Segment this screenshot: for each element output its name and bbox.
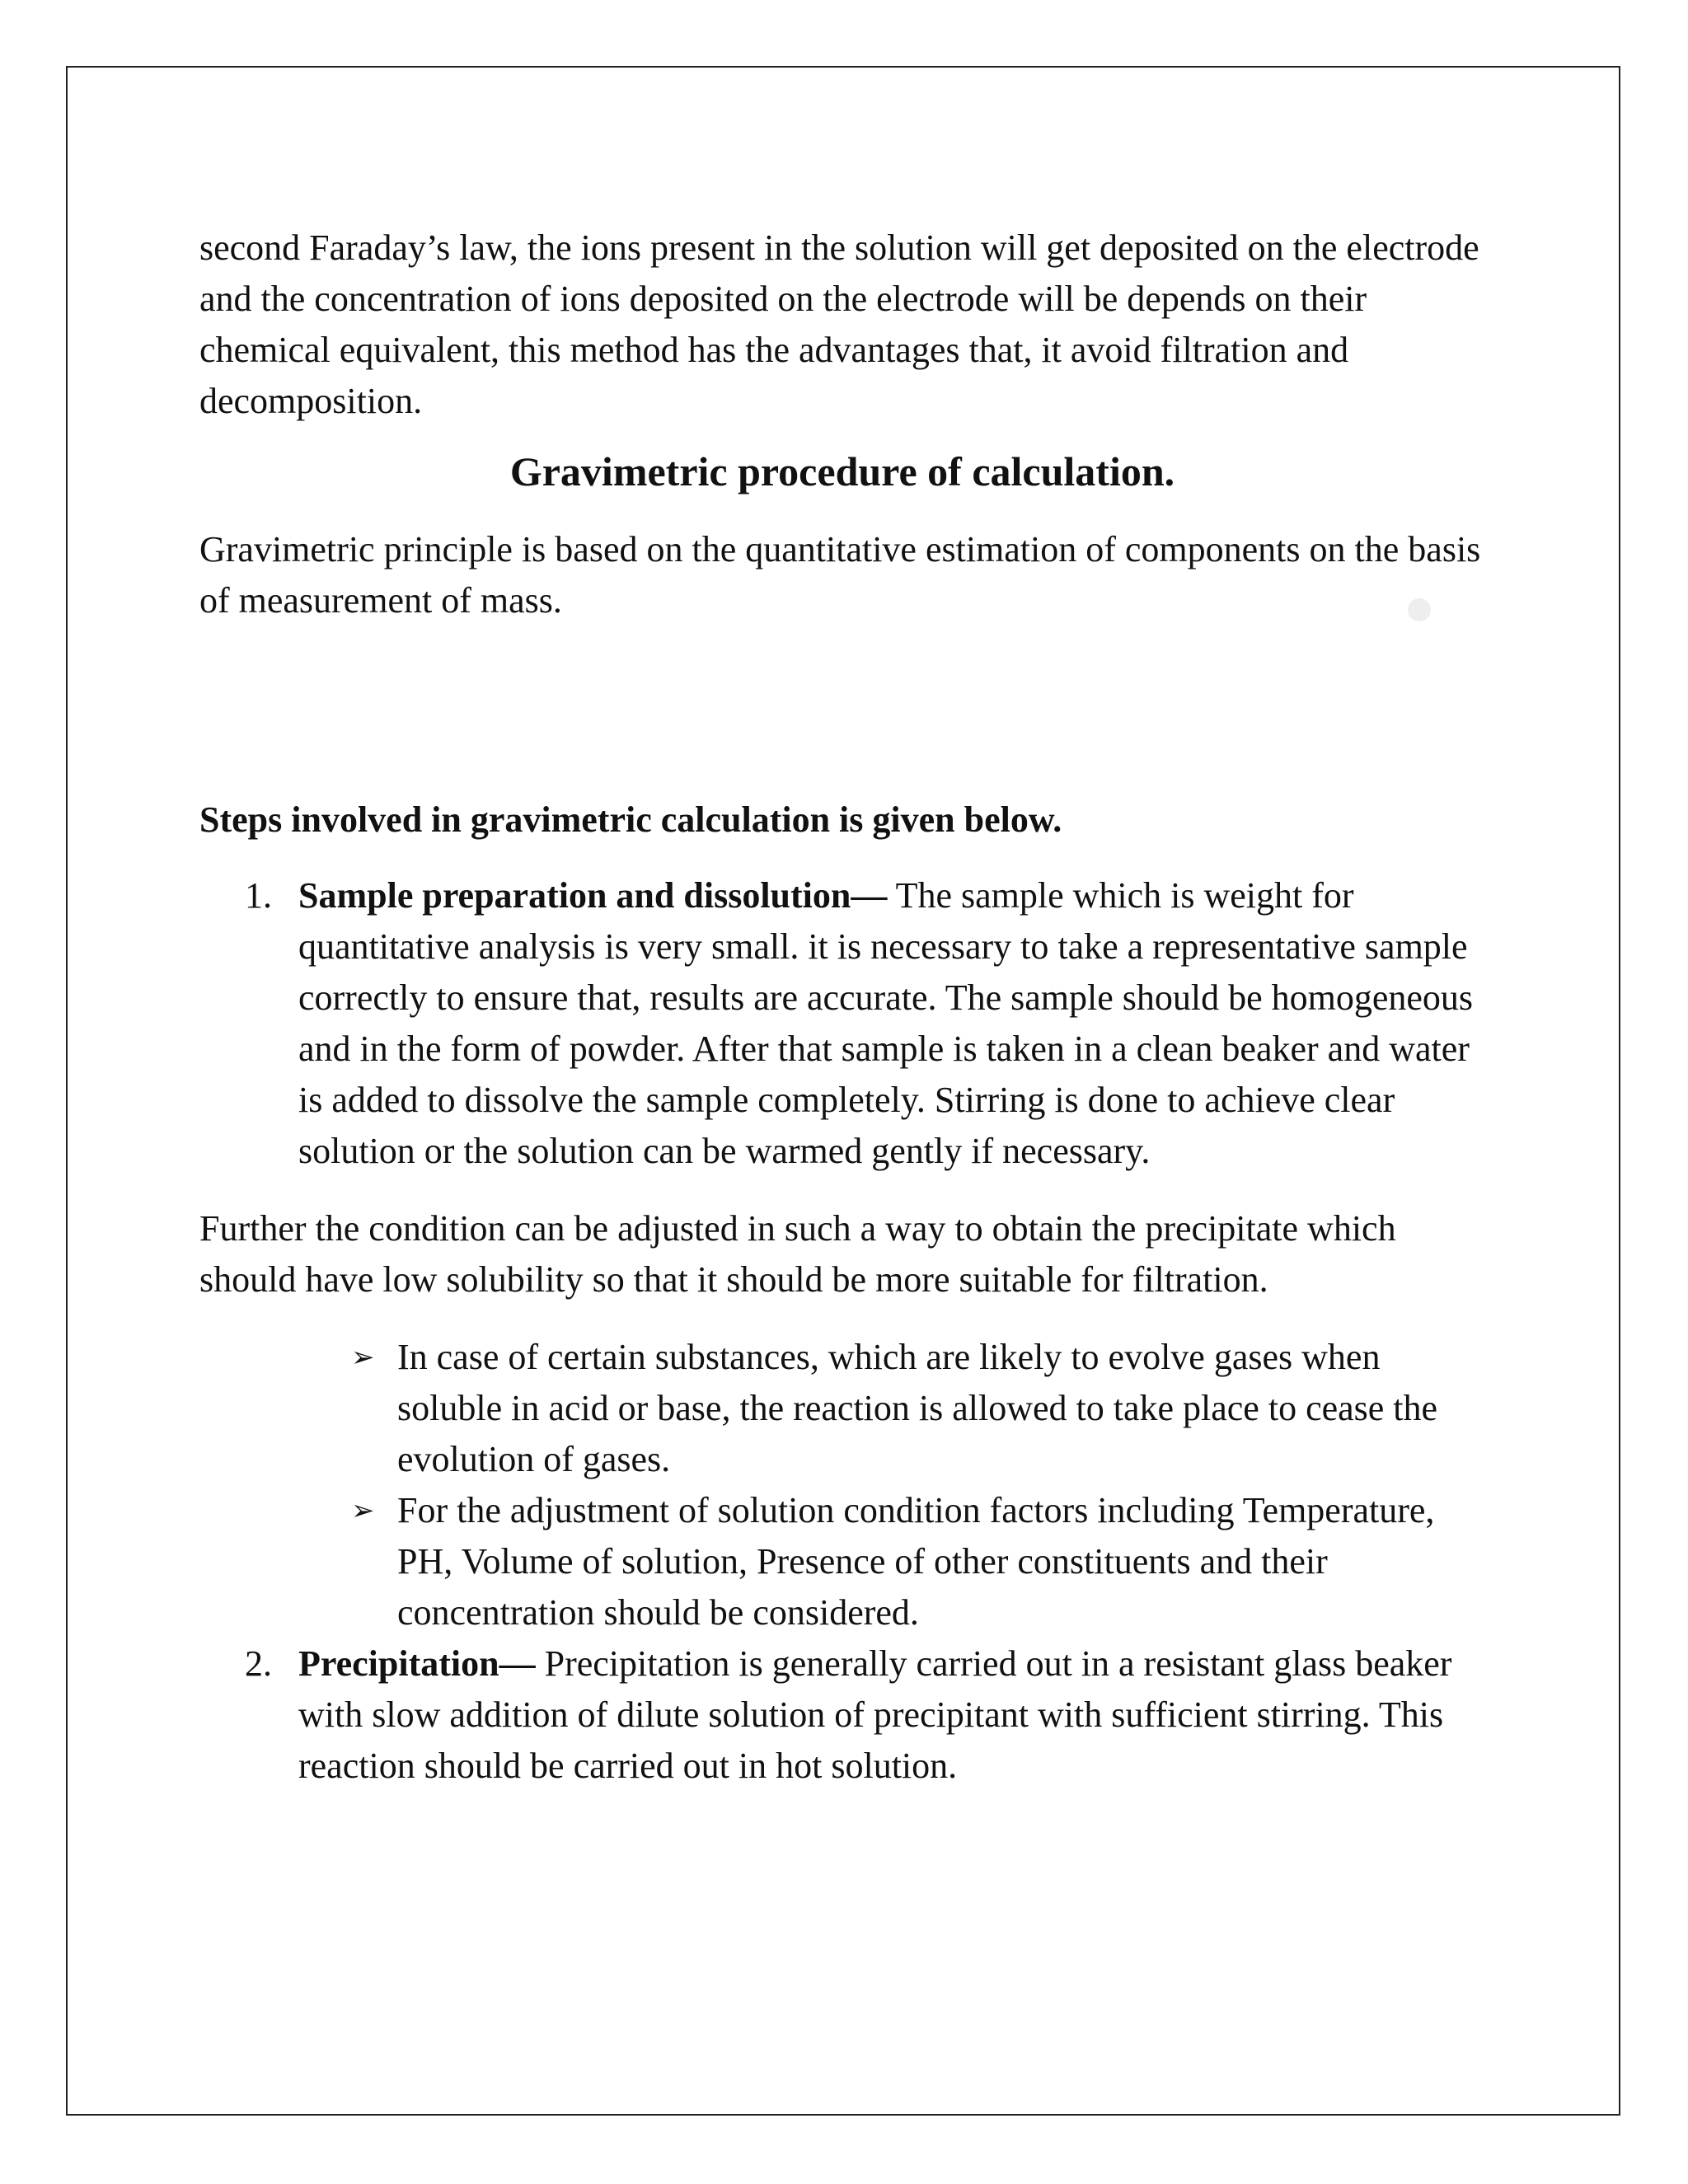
step-title: Sample preparation and dissolution— — [298, 875, 888, 916]
section-heading: Gravimetric procedure of calculation. — [509, 448, 1175, 494]
bullet-text: For the adjustment of solution condition factors including Temperature, PH, Volume of solution, Presence of other constituents and their concentration should be considered. — [397, 1490, 1435, 1633]
steps-heading: Steps involved in gravimetric calculation is given below. — [199, 799, 1062, 840]
step-text: The sample which is weight for quantitative analysis is very small. it is necessary to take a representative sample correctly to ensure that, results are accurate. The sample should be homogeneous and in the form of powder. After that sample is taken in a clean beaker and water is added to dissolve the sample completely. Stirring is done to achieve clear solution or the solution can be warmed gently if necessary. — [298, 875, 1474, 1171]
arrow-bullet-icon: ➢ — [351, 1341, 375, 1374]
step-item-1 — [199, 870, 1485, 1177]
step-text: Precipitation is generally carried out in a resistant glass beaker with slow addition of dilute solution of precipitant with sufficient stirring. This reaction should be carried out in hot solution. — [298, 1643, 1452, 1786]
steps-list — [199, 870, 1485, 1177]
step-title: Precipitation— — [298, 1643, 536, 1684]
further-paragraph: Further the condition can be adjusted in such a way to obtain the precipitate which should have low solubility so that it should be more suitable for filtration. — [199, 1208, 1396, 1300]
step-number: 1. — [245, 875, 272, 916]
intro-paragraph: second Faraday’s law, the ions present in the solution will get deposited on the electrode and the concentration of ions deposited on the electrode will be depends on their chemical equivalent, this method has the advantages that, it avoid filtration and decomposition. — [199, 227, 1479, 421]
step-number: 2. — [245, 1643, 272, 1684]
bullet-list — [199, 1332, 1485, 1638]
arrow-bullet-icon: ➢ — [351, 1494, 375, 1527]
step-item-2 — [199, 1638, 1485, 1792]
steps-list-continued — [199, 1638, 1485, 1792]
bullet-item-1 — [351, 1332, 1485, 1485]
principle-paragraph: Gravimetric principle is based on the quantitative estimation of components on the basis of measurement of mass. — [199, 529, 1481, 621]
bullet-text: In case of certain substances, which are likely to evolve gases when soluble in acid or base, the reaction is allowed to take place to cease the evolution of gases. — [397, 1337, 1438, 1479]
bullet-item-2 — [351, 1485, 1485, 1638]
document-body — [199, 223, 1485, 1792]
